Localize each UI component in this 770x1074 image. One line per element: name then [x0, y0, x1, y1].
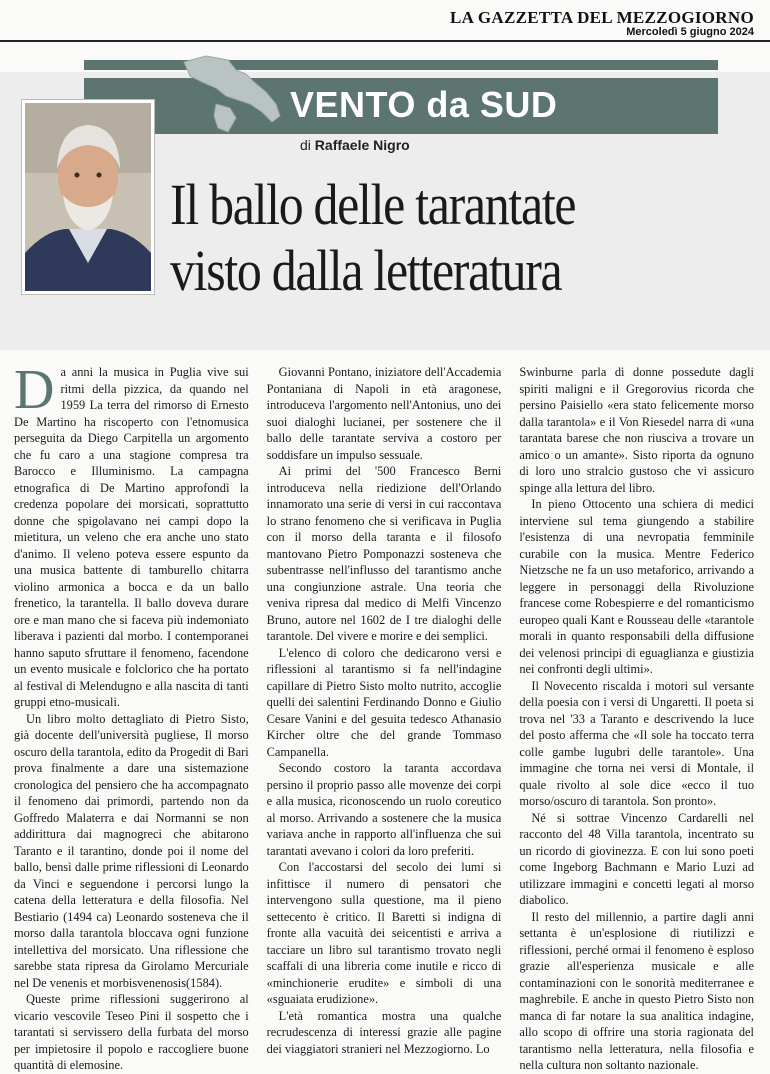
- paragraph: Un libro molto dettagliato di Pietro Sisto, già docente dell'università pugliese, Il morso oscuro della tarantola, edito da Progedit di Bari prova finalmente a dare una sistemazione cronologica del pensiero che ha accompagnato il fenomeno dai primordi, partendo non da Goffredo Malaterra e dai Normanni se non addirittura dai magnogreci che abitarono Taranto e il tarantino, donde poi il nome del ballo, bensì dalle prime riflessioni di Leonardo da Vinci e seguendone i percorsi lungo la catena della letteratura e della filosofia. Nel Bestiario (1494 ca) Leonardo sosteneva che il morso dalla tarantola bloccava ogni funzione intellettiva del morsicato. Una riflessione che sarebbe stata ripresa da Girolamo Mercuriale nel De venenis et morbisvenenosis(1584).: [14, 711, 249, 990]
- article-column-1: [14, 359, 249, 1072]
- author-portrait-icon: [25, 103, 151, 291]
- paragraph: Né si sottrae Vincenzo Cardarelli nel racconto del 48 Villa tarantola, incentrato su un ricordo di giovinezza. E con lui sono poeti come Ingeborg Bachmann e Mario Luzi ad utilizzare immagini e concetti legati al morso diabolico.: [519, 810, 755, 907]
- paragraph: Swinburne parla di donne possedute dagli spiriti maligni e il Gregorovius ricorda che persino Paisiello «era stato felicemente morso dalla tarantola» e il Von Riesedel narra di «una tarantata barese che non riusciva a trovare un amico o un amante». Sisto riporta da ognuno di loro uno stralcio gustoso che vi assicuro spinge alla lettura del libro.: [519, 365, 755, 495]
- byline-prefix: di: [300, 137, 311, 153]
- issue-date: Mercoledì 5 giugno 2024: [626, 26, 754, 38]
- paragraph: Queste prime riflessioni suggerirono al vicario vescovile Teseo Pini il sospetto che i tarantati si servissero della furbata del morso per impietosire il popolo e raccogliere buone quantità di elemosine.: [14, 992, 249, 1072]
- puglia-map-icon: [176, 52, 286, 142]
- headline-line-1: Il ballo delle tarantate: [170, 172, 576, 237]
- article-body: [14, 359, 755, 1072]
- paragraph: L'età romantica mostra una qualche recrudescenza di interessi grazie alle pagine dei viaggiatori stranieri nel Mezzogiorno. Lo: [266, 1008, 502, 1056]
- paragraph: Il Novecento riscalda i motori sul versante della poesia con i versi di Ungaretti. Il poeta si trova nel '33 a Taranto e descrivendo la luce del posto afferma che «Il sole ha toccato terra colle gambe lugubri delle tarantole». Una immagine che torna nei versi di Montale, il quale rivolto al sole dice «ecco il tuo morso/oscuro di tarantola. Son pronto».: [519, 678, 755, 808]
- rubric-title: VENTO da SUD: [290, 84, 558, 125]
- article-column-2: [266, 364, 502, 1056]
- paragraph: Con l'accostarsi del secolo dei lumi si infittisce il numero di pensatori che intervengono sulla questione, ma il pieno settecento è critico. Il Baretti si indigna di fronte alla vacuità dei seicentisti e arriva a tacciare un libro sul tarantismo trovato negli scaffali di una libreria come inutile e ricco di «minchionerie erudite» e simboli di una «sguaiata erudizione».: [266, 860, 502, 1006]
- paragraph: a anni la musica in Puglia vive sui ritmi della pizzica, da quando nel 1959 La terra del rimorso di Ernesto De Martino ha riscoperto con l'etnomusica perseguita da Diego Carpitella un argomento che fu caro a una stagione compresa tra Barocco e Illuminismo. La campagna etnografica di De Martino approfondì la credenza popolare dei morsicati, soprattutto donne che spigolavano nei campi dopo la mietitura, un veleno che era anche uno stato d'animo. Il veleno poteva essere espunto da una musica battente di tamburello chitarra violino armonica a bocca e da un ballo frenetico, la tarantella. Il ballo doveva durare ore e man mano che si faceva più indemoniato liberava i pazienti dal morbo. I contemporanei hanno saputo sfruttare il fenomeno, facendone un evento musicale e folclorico che ha portato al festival di Melendugno e alla nascita di tanti gruppi etno-musicali.: [14, 365, 249, 709]
- newspaper-name: LA GAZZETTA DEL MEZZOGIORNO: [450, 8, 754, 27]
- paragraph: L'elenco di coloro che dedicarono versi e riflessioni al tarantismo si fa nell'indagine capillare di Pietro Sisto molto nutrito, accoglie quelli dei salentini Ferdinando Donno e Giulio Cesare Vanini e del gesuita tedesco Athanasio Kircher oltre che del grande Tommaso Campanella.: [266, 645, 502, 759]
- paragraph: Il resto del millennio, a partire dagli anni settanta è un'esplosione di riutilizzi e riflessioni, perché ormai il fenomeno è esploso grazie all'esperienza musicale e alle contaminazioni con le sonorità mediterranee e maghrebile. E anche in questo Pietro Sisto non manca di far notare la sua analitica indagine, allo scopo di offrire una storia ragionata del tarantismo nella letteratura, nella filosofia e nella cultura non soltanto nazionale.: [519, 909, 755, 1072]
- byline: [300, 137, 410, 153]
- drop-cap: D: [14, 359, 55, 421]
- author-name: Raffaele Nigro: [314, 137, 410, 153]
- paragraph: Ai primi del '500 Francesco Berni introduceva nella riedizione dell'Orlando innamorato una serie di versi in cui raccontava lo strano fenomeno che si verificava in Puglia con il morso della taranta e il filosofo mantovano Pietro Pomponazzi sosteneva che subentrasse nell'influsso del tarantismo anche una congiunzione astrale. Una teoria che veniva ripresa dal medico di Melfi Vincenzo Bruno, autore nel 1602 de I tre dialoghi delle tarantole. Del vivere e morire e dei semplici.: [266, 464, 502, 643]
- author-photo: [22, 100, 154, 294]
- paragraph: In pieno Ottocento una schiera di medici interviene sul tema giungendo a stabilire l'esistenza di una nevropatia femminile curabile con la musica. Mentre Federico Nietzsche ne fa un uso metaforico, arrivando a leggere in personaggi della Rivoluzione francese come Robespierre e del romanticismo europeo quali Kant e Rousseau delle «tarantole morali in quanto responsabili della diffusione dei velenosi principi di eguaglianza e giustizia nei confronti degli ultimi».: [519, 497, 755, 676]
- headline-line-2: visto dalla letteratura: [170, 238, 562, 303]
- headline: [170, 172, 669, 304]
- paragraph: Secondo costoro la taranta accordava persino il proprio passo alle movenze dei corpi e alla musica, riconoscendo un ruolo coreutico al morso. Arrivando a sostenere che la musica variava anche in rapporto all'influenza che sui tarantati avevano i colori da loro preferiti.: [266, 761, 502, 858]
- masthead: [450, 8, 754, 38]
- paragraph: Giovanni Pontano, iniziatore dell'Accademia Pontaniana di Napoli in età aragonese, introduceva l'argomento nell'Antonius, uno dei suoi dialoghi lucianei, per sostenere che il ballo delle tarantate serviva a costoro per soddisfare un impulso sessuale.: [266, 365, 502, 462]
- article-column-3: [519, 364, 755, 1072]
- masthead-rule: [0, 40, 770, 42]
